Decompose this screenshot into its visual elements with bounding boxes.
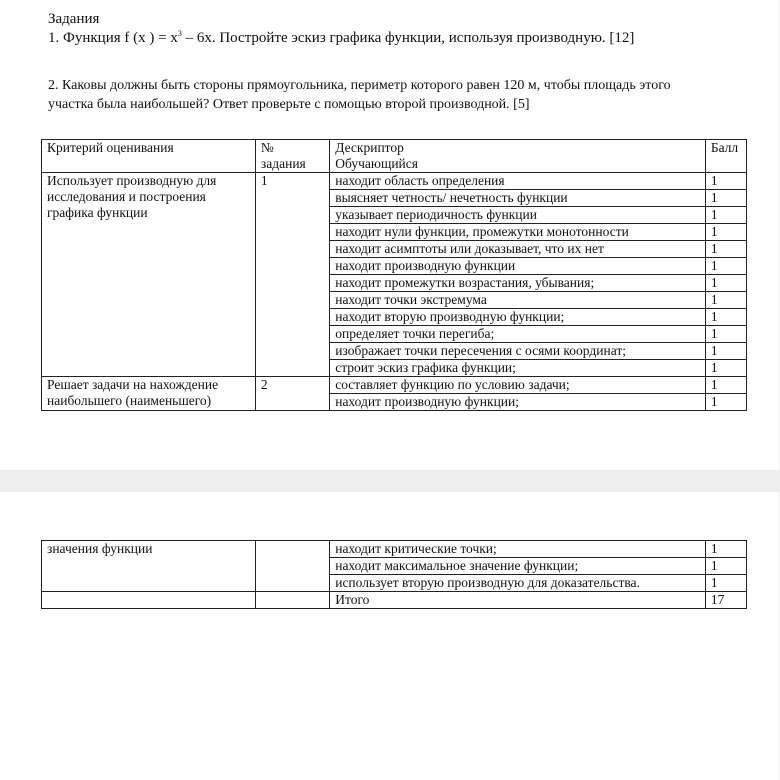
- score-cell: 1: [705, 326, 746, 343]
- score-cell: 1: [705, 394, 746, 411]
- criterion-cell: Использует производную для исследования и построения графика функции: [42, 173, 256, 377]
- tasks-section: [48, 10, 748, 114]
- table-row: [42, 377, 747, 394]
- score-cell: 1: [705, 173, 746, 190]
- score-cell: 1: [705, 343, 746, 360]
- descriptor-cell: составляет функцию по условию задачи;: [330, 377, 706, 394]
- score-cell: 1: [705, 207, 746, 224]
- criterion-cell: Решает задачи на нахождение наибольшего (наименьшего): [42, 377, 256, 411]
- assessment-table-continuation: [41, 540, 747, 609]
- descriptor-cell: изображает точки пересечения с осями координат;: [330, 343, 706, 360]
- score-cell: 1: [705, 224, 746, 241]
- group-2-rows: [42, 377, 747, 411]
- total-empty-cell-1: [42, 592, 256, 609]
- table-header-row: [42, 140, 747, 173]
- table-row: [42, 173, 747, 190]
- score-cell: 1: [705, 541, 746, 558]
- task-number-cell: 2: [255, 377, 329, 411]
- descriptor-cell: находит область определения: [330, 173, 706, 190]
- score-cell: 1: [705, 309, 746, 326]
- descriptor-cell: строит эскиз графика функции;: [330, 360, 706, 377]
- descriptor-cell: использует вторую производную для доказательства.: [330, 575, 706, 592]
- group-1-rows: [42, 173, 747, 377]
- task-1-prefix: 1. Функция f (x ) = x: [48, 30, 178, 46]
- score-cell: 1: [705, 292, 746, 309]
- score-cell: 1: [705, 575, 746, 592]
- header-descriptor: [330, 140, 706, 173]
- task-number-cell: 1: [255, 173, 329, 377]
- assessment-table: [41, 139, 747, 411]
- score-cell: 1: [705, 258, 746, 275]
- task-number-cell-empty: [255, 541, 329, 592]
- score-cell: 1: [705, 377, 746, 394]
- document-page-2: [0, 492, 779, 780]
- descriptor-cell: находит производную функции: [330, 258, 706, 275]
- descriptor-cell: находит точки экстремума: [330, 292, 706, 309]
- descriptor-cell: находит максимальное значение функции;: [330, 558, 706, 575]
- task-1-suffix: – 6x. Постройте эскиз графика функции, используя производную. [12]: [181, 30, 635, 46]
- descriptor-cell: находит вторую производную функции;: [330, 309, 706, 326]
- tasks-heading: Задания: [48, 11, 100, 27]
- descriptor-cell: определяет точки перегиба;: [330, 326, 706, 343]
- score-cell: 1: [705, 360, 746, 377]
- task-1-text: [48, 29, 748, 48]
- continuation-rows: [42, 541, 747, 609]
- header-criterion: Критерий оценивания: [42, 140, 256, 173]
- total-label: Итого: [330, 592, 706, 609]
- total-empty-cell-2: [255, 592, 329, 609]
- table-row: [42, 541, 747, 558]
- descriptor-cell: находит производную функции;: [330, 394, 706, 411]
- total-score: 17: [705, 592, 746, 609]
- score-cell: 1: [705, 190, 746, 207]
- descriptor-cell: выясняет четность/ нечетность функции: [330, 190, 706, 207]
- score-cell: 1: [705, 241, 746, 258]
- total-row: [42, 592, 747, 609]
- task-1-exponent: 3: [177, 29, 182, 38]
- header-descriptor-line-2: Обучающийся: [335, 156, 418, 171]
- header-score: Балл: [705, 140, 746, 173]
- score-cell: 1: [705, 275, 746, 292]
- descriptor-cell: находит промежутки возрастания, убывания;: [330, 275, 706, 292]
- header-descriptor-line-1: Дескриптор: [335, 140, 404, 155]
- task-2-text: [48, 76, 748, 114]
- score-cell: 1: [705, 558, 746, 575]
- descriptor-cell: указывает периодичность функции: [330, 207, 706, 224]
- descriptor-cell: находит нули функции, промежутки монотонности: [330, 224, 706, 241]
- descriptor-cell: находит асимптоты или доказывает, что их нет: [330, 241, 706, 258]
- task-2-line-2: участка была наибольшей? Ответ проверьте с помощью второй производной. [5]: [48, 97, 530, 112]
- header-task-number: [255, 140, 329, 173]
- header-task-number-line-2: задания: [260, 156, 306, 171]
- descriptor-cell: находит критические точки;: [330, 541, 706, 558]
- criterion-continuation-cell: значения функции: [42, 541, 256, 592]
- header-task-number-line-1: №: [260, 140, 274, 155]
- task-2-line-1: 2. Каковы должны быть стороны прямоугольника, периметр которого равен 120 м, чтобы площадь этого: [48, 78, 671, 93]
